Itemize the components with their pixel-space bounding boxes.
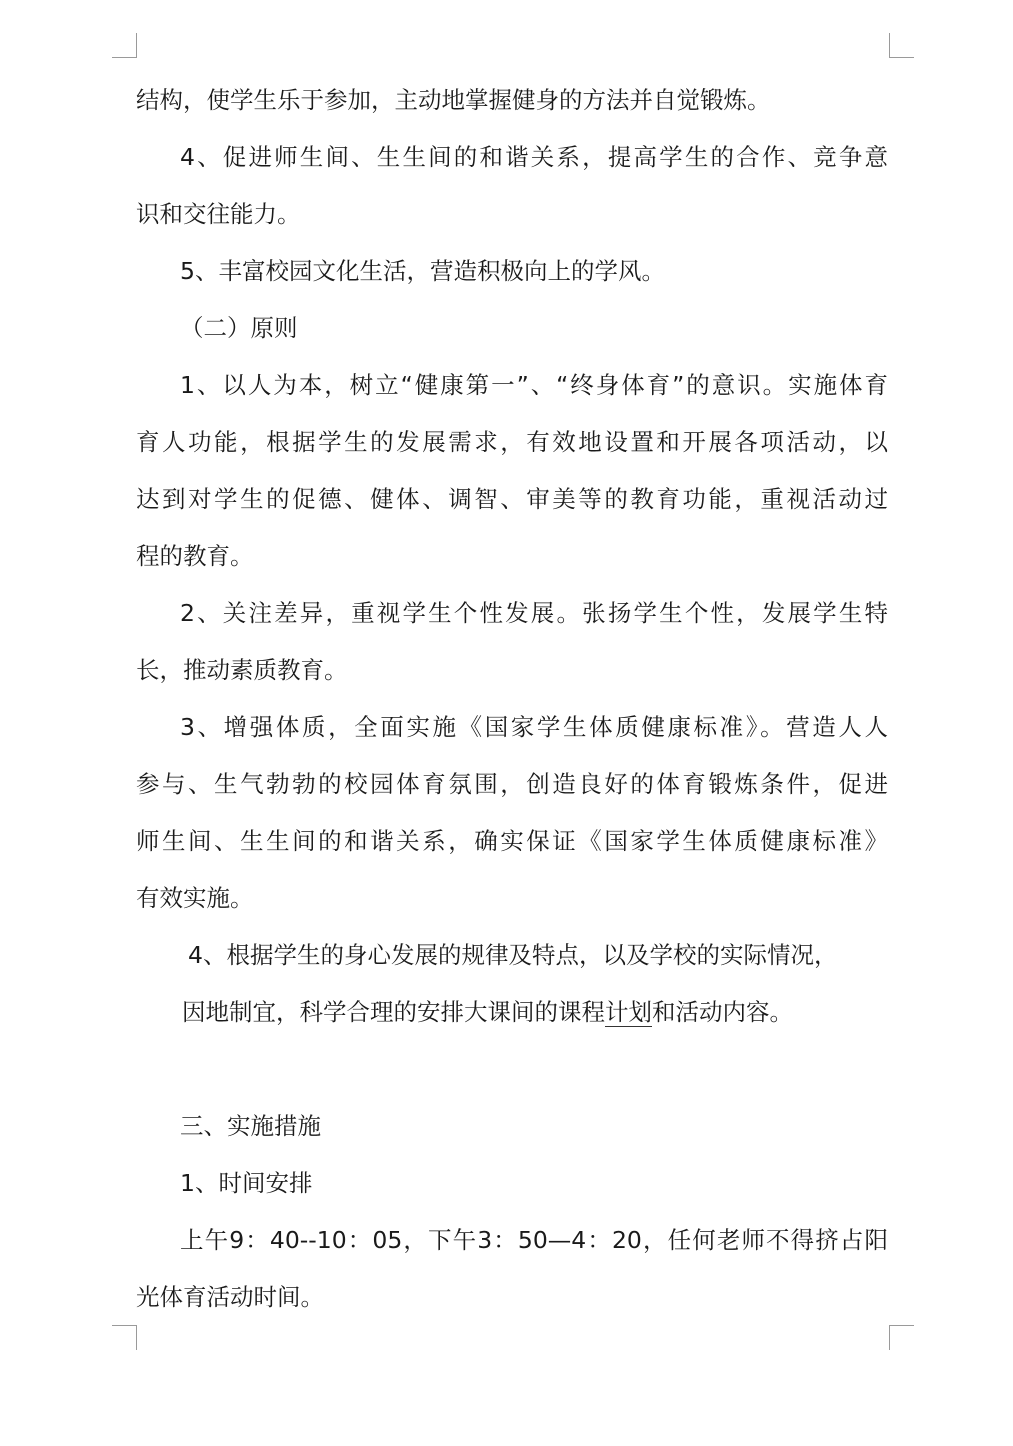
text-line: 5、丰富校园文化生活，营造积极向上的学风。 (180, 257, 665, 285)
text-line: 3、增强体质，全面实施《国家学生体质健康标准》。营造人人 (180, 713, 888, 741)
text-line: 长，推动素质教育。 (136, 656, 348, 684)
text-line: 2、关注差异，重视学生个性发展。张扬学生个性，发展学生特 (180, 599, 888, 627)
text-line: 育人功能，根据学生的发展需求，有效地设置和开展各项活动，以 (136, 428, 888, 456)
corner-mark-top-right (889, 33, 914, 58)
corner-mark-bottom-left (112, 1325, 137, 1350)
blank-line (136, 1041, 888, 1098)
section-heading-principles: （二）原则 (180, 314, 298, 342)
text-segment: 因地制宜，科学合理的安排大课间的课程 (182, 998, 605, 1026)
text-line: 达到对学生的促德、健体、调智、审美等的教育功能，重视活动过 (136, 485, 888, 513)
text-line: 上午9：40--10：05，下午3：50—4：20，任何老师不得挤占阳 (180, 1226, 888, 1254)
text-line: 1、以人为本，树立“健康第一”、“终身体育”的意识。实施体育 (180, 371, 888, 399)
text-line: 结构，使学生乐于参加，主动地掌握健身的方法并自觉锻炼。 (136, 86, 771, 114)
text-line (136, 984, 888, 1041)
text-line: 有效实施。 (136, 884, 254, 912)
text-line: 4、根据学生的身心发展的规律及特点，以及学校的实际情况， (188, 941, 838, 969)
subheading-time-arrangement: 1、时间安排 (180, 1169, 313, 1197)
document-body (136, 72, 888, 1326)
text-segment: 和活动内容。 (652, 998, 793, 1026)
text-line: 程的教育。 (136, 542, 254, 570)
corner-mark-top-left (112, 33, 137, 58)
text-line: 师生间、生生间的和谐关系，确实保证《国家学生体质健康标准》 (136, 827, 888, 855)
section-heading-measures: 三、实施措施 (180, 1112, 321, 1140)
text-line: 识和交往能力。 (136, 200, 301, 228)
text-line: 4、促进师生间、生生间的和谐关系，提高学生的合作、竞争意 (180, 143, 888, 171)
underlined-term: 计划 (605, 998, 652, 1026)
corner-mark-bottom-right (889, 1325, 914, 1350)
text-line: 光体育活动时间。 (136, 1283, 324, 1311)
text-line: 参与、生气勃勃的校园体育氛围，创造良好的体育锻炼条件，促进 (136, 770, 888, 798)
